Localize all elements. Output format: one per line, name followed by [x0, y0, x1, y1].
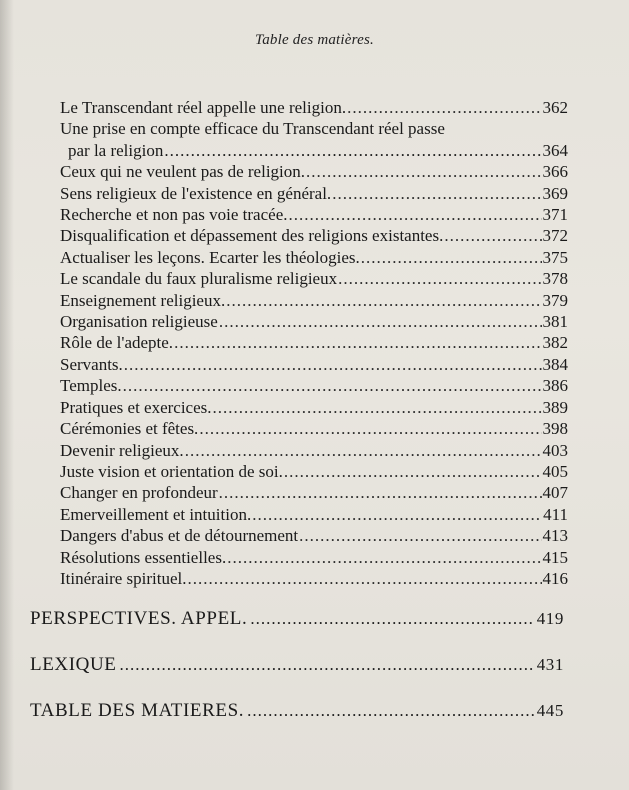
toc-entry	[60, 418, 568, 439]
toc-entry-page: 369	[542, 183, 568, 203]
dot-leader	[164, 140, 541, 161]
toc-entry	[60, 332, 568, 353]
dot-leader	[124, 354, 542, 375]
toc-entry-title: Devenir religieux.	[60, 440, 184, 460]
dot-leader	[226, 290, 541, 311]
toc-entry-title: Itinéraire spirituel.	[60, 568, 187, 588]
toc-major-title: PERSPECTIVES. APPEL.	[30, 608, 248, 629]
toc-major-title: TABLE DES MATIERES.	[30, 700, 245, 721]
toc-entry	[60, 482, 568, 503]
toc-entry	[60, 568, 568, 589]
dot-leader	[361, 247, 542, 268]
toc-entry-page: 386	[542, 376, 568, 396]
toc-major-entry	[30, 608, 564, 630]
toc-entry	[60, 247, 568, 268]
toc-entry	[60, 204, 568, 225]
toc-major-entry	[30, 700, 564, 722]
toc-entry	[60, 397, 568, 418]
toc-entry	[60, 547, 568, 568]
dot-leader	[338, 268, 541, 289]
toc-entry-title: Une prise en compte efficace du Transcendant réel passe	[60, 119, 445, 139]
dot-leader	[332, 183, 541, 204]
toc-entry-title: Sens religieux de l'existence en général.	[60, 183, 332, 203]
dot-leader	[174, 332, 541, 353]
toc-entry-title: Recherche et non pas voie tracée.	[60, 205, 288, 225]
toc-entry	[60, 354, 568, 375]
toc-entry-page: 407	[542, 483, 568, 503]
toc-entry	[60, 161, 568, 182]
dot-leader	[123, 375, 542, 396]
toc-entry-page: 362	[542, 98, 568, 117]
toc-entry	[60, 225, 568, 246]
toc-entry-title: Temples.	[60, 376, 122, 396]
toc-entry-title: Ceux qui ne veulent pas de religion.	[60, 162, 306, 182]
toc-entry	[60, 525, 568, 546]
toc-entry-title: Cérémonies et fêtes.	[60, 419, 199, 439]
dot-leader	[185, 440, 542, 461]
toc-entry	[60, 97, 568, 118]
toc-major-title: LEXIQUE	[30, 654, 117, 675]
toc-entry-page: 371	[542, 205, 568, 225]
toc-major-page: 431	[536, 655, 564, 674]
toc-entry-page: 398	[542, 419, 568, 439]
toc-entry-title: Pratiques et exercices.	[60, 397, 212, 417]
toc-entry-title: Disqualification et dépassement des religions existantes.	[60, 226, 444, 246]
toc-entry-title-continued: par la religion	[68, 140, 164, 160]
toc-entry-title: Résolutions essentielles.	[60, 547, 227, 567]
toc-entry	[60, 375, 568, 396]
toc-entry-title: Emerveillement et intuition.	[60, 504, 252, 524]
toc-entry-title: Juste vision et orientation de soi.	[60, 461, 283, 481]
toc-entry	[60, 440, 568, 461]
toc-entry-title: Rôle de l'adepte.	[60, 333, 174, 353]
toc-entry	[60, 461, 568, 482]
running-header: Table des matières.	[255, 32, 374, 48]
toc-major-page: 419	[536, 609, 564, 628]
toc-entry-page: 364	[542, 140, 568, 160]
toc-entry	[60, 118, 568, 161]
toc-entry-title: Le Transcendant réel appelle une religion.	[60, 98, 347, 117]
toc-subsection-list	[60, 97, 568, 589]
toc-entry-page: 378	[542, 269, 568, 289]
dot-leader	[299, 525, 541, 546]
toc-entry-page: 381	[542, 312, 568, 332]
page-gutter-shadow	[0, 0, 14, 790]
dot-leader	[444, 225, 541, 246]
dot-leader	[284, 461, 542, 482]
toc-entry	[60, 268, 568, 289]
dot-leader	[247, 701, 534, 721]
toc-entry-page: 375	[542, 247, 568, 267]
toc-entry-page: 372	[542, 226, 568, 246]
toc-entry	[60, 311, 568, 332]
toc-entry-title: Servants.	[60, 354, 123, 374]
toc-entry	[60, 290, 568, 311]
dot-leader	[250, 609, 533, 629]
toc-major-page: 445	[536, 701, 564, 720]
toc-entry-page: 389	[542, 397, 568, 417]
toc-entry	[60, 504, 568, 525]
toc-entry-title: Le scandale du faux pluralisme religieux	[60, 269, 338, 289]
dot-leader	[188, 568, 542, 589]
toc-major-entry	[30, 654, 564, 676]
toc-entry-title: Changer en profondeur	[60, 483, 218, 503]
toc-entry-page: 405	[542, 461, 568, 481]
dot-leader	[219, 311, 542, 332]
dot-leader	[347, 97, 541, 118]
toc-entry-page: 366	[542, 162, 568, 182]
toc-entry-page: 411	[543, 504, 568, 524]
dot-leader	[199, 418, 541, 439]
toc-entry	[60, 183, 568, 204]
toc-entry-page: 413	[542, 526, 568, 546]
dot-leader	[289, 204, 542, 225]
dot-leader	[306, 161, 541, 182]
toc-entry-title: Actualiser les leçons. Ecarter les théologies.	[60, 247, 360, 267]
dot-leader	[227, 547, 541, 568]
toc-entry-page: 416	[542, 568, 568, 588]
toc-entry-title: Enseignement religieux.	[60, 290, 226, 310]
dot-leader	[252, 504, 542, 525]
dot-leader	[219, 482, 542, 503]
toc-entry-page: 415	[542, 547, 568, 567]
toc-entry-page: 379	[542, 290, 568, 310]
toc-entry-title: Dangers d'abus et de détournement	[60, 526, 299, 546]
toc-entry-title: Organisation religieuse	[60, 312, 218, 332]
dot-leader	[213, 397, 542, 418]
toc-entry-page: 382	[542, 333, 568, 353]
dot-leader	[120, 655, 534, 675]
toc-entry-page: 384	[542, 354, 568, 374]
toc-entry-page: 403	[542, 440, 568, 460]
